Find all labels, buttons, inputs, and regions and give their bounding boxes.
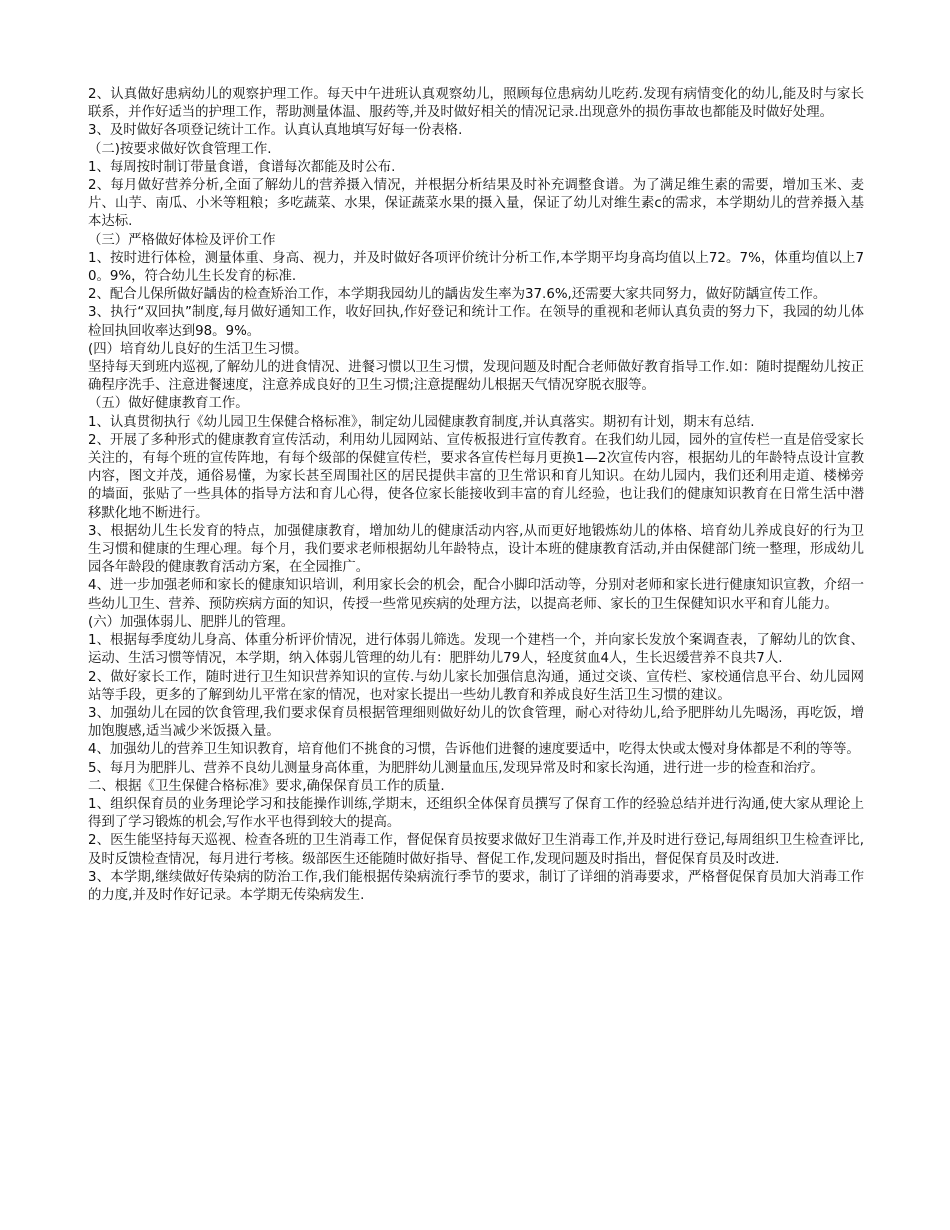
paragraph: 3、执行“双回执”制度,每月做好通知工作，收好回执,作好登记和统计工作。在领导的重视和老师认真负责的努力下，我园的幼儿体检回执回收率达到98。9%。 (88, 305, 864, 339)
paragraph: 3、本学期,继续做好传染病的防治工作,我们能根据传染病流行季节的要求，制订了详细的消毒要求，严格督促保育员加大消毒工作的力度,并及时作好记录。本学期无传染病发生. (88, 869, 864, 903)
section-heading: (六）加强体弱儿、肥胖儿的管理。 (88, 614, 295, 630)
paragraph: 2、认真做好患病幼儿的观察护理工作。每天中午进班认真观察幼儿，照顾每位患病幼儿吃药.发现有病情变化的幼儿,能及时与家长联系，并作好适当的护理工作，帮助测量体温、服药等,并及时做好相关的情况记录.出现意外的损伤事故也都能及时做好处理。 (88, 87, 864, 121)
paragraph: 3、及时做好各项登记统计工作。认真认真地填写好每一份表格. (88, 123, 463, 139)
section-heading: （二)按要求做好饮食管理工作. (88, 141, 272, 157)
section-heading: （五）做好健康教育工作。 (88, 396, 249, 412)
section-heading: (四）培育幼儿良好的生活卫生习惯。 (88, 341, 308, 357)
paragraph: 2、医生能坚持每天巡视、检查各班的卫生消毒工作，督促保育员按要求做好卫生消毒工作,并及时进行登记,每周组织卫生检查评比,及时反馈检查情况，每月进行考核。级部医生还能随时做好指导、督促工作,发现问题及时指出，督促保育员及时改进. (88, 833, 864, 867)
document-body (88, 86, 864, 905)
paragraph: 5、每月为肥胖儿、营养不良幼儿测量身高体重，为肥胖幼儿测量血压,发现异常及时和家长沟通，进行进一步的检查和治疗。 (88, 760, 824, 776)
paragraph: 3、根据幼儿生长发育的特点，加强健康教育，增加幼儿的健康活动内容,从而更好地锻炼幼儿的体格、培育幼儿养成良好的行为卫生习惯和健康的生理心理。每个月，我们要求老师根据幼儿年龄特点，设计本班的健康教育活动,并由保健部门统一整理，形成幼儿园各年龄段的健康教育活动方案，在全园推广。 (88, 523, 864, 576)
paragraph: 坚持每天到班内巡视,了解幼儿的进食情况、进餐习惯以卫生习惯，发现问题及时配合老师做好教育指导工作.如：随时提醒幼儿按正确程序洗手、注意进餐速度，注意养成良好的卫生习惯;注意提醒幼儿根据天气情况穿脱衣服等。 (88, 360, 864, 394)
paragraph: 1、每周按时制订带量食谱，食谱每次都能及时公布. (88, 159, 396, 175)
paragraph: 1、按时进行体检，测量体重、身高、视力，并及时做好各项评价统计分析工作,本学期平均身高均值以上72。7%，体重均值以上70。9%，符合幼儿生长发育的标准. (88, 250, 864, 285)
paragraph: 1、根据每季度幼儿身高、体重分析评价情况，进行体弱儿筛选。发现一个建档一个，并向家长发放个案调查表，了解幼儿的饮食、运动、生活习惯等情况，本学期，纳入体弱儿管理的幼儿有：肥胖幼儿79人，轻度贫血4人，生长迟缓营养不良共7人. (88, 633, 864, 667)
paragraph: 3、加强幼儿在园的饮食管理,我们要求保育员根据管理细则做好幼儿的饮食管理，耐心对待幼儿,给予肥胖幼儿先喝汤，再吃饭，增加饱腹感,适当减少米饭摄入量。 (88, 705, 864, 740)
paragraph: 2、开展了多种形式的健康教育宣传活动，利用幼儿园网站、宣传板报进行宣传教育。在我们幼儿园，园外的宣传栏一直是倍受家长关注的，有每个班的宣传阵地，有每个级部的保健宣传栏，要求各宣传栏每月更换1—2次宣传内容，根据幼儿的年龄特点设计宣教内容，图文并茂，通俗易懂，为家长甚至周围社区的居民提供丰富的卫生常识和育儿知识。在幼儿园内，我们还利用走道、楼梯旁的墙面，张贴了一些具体的指导方法和育儿心得，使各位家长能接收到丰富的育儿经验，也让我们的健康知识教育在日常生活中潜移默化地不断进行。 (88, 432, 864, 521)
section-heading: 二、根据《卫生保健合格标准》要求,确保保育员工作的质量. (88, 778, 445, 794)
paragraph: 2、每月做好营养分析,全面了解幼儿的营养摄入情况，并根据分析结果及时补充调整食谱。为了满足维生素的需要，增加玉米、麦片、山芋、南瓜、小米等粗粮；多吃蔬菜、水果，保证蔬菜水果的摄入量，保证了幼儿对维生素c的需求，本学期幼儿的营养摄入基本达标. (88, 178, 864, 230)
section-heading: （三）严格做好体检及评价工作 (88, 232, 276, 248)
paragraph: 2、做好家长工作，随时进行卫生知识营养知识的宣传.与幼儿家长加强信息沟通，通过交谈、宣传栏、家校通信息平台、幼儿园网站等手段，更多的了解到幼儿平常在家的情况，也对家长提出一些幼儿教育和养成良好生活卫生习惯的建议。 (88, 669, 864, 703)
paragraph: 1、认真贯彻执行《幼儿园卫生保健合格标准》，制定幼儿园健康教育制度,并认真落实。期初有计划，期末有总结. (88, 414, 755, 430)
paragraph: 2、配合儿保所做好龋齿的检查矫治工作，本学期我园幼儿的龋齿发生率为37.6%,还需要大家共同努力，做好防龋宣传工作。 (88, 287, 827, 303)
paragraph: 4、加强幼儿的营养卫生知识教育，培育他们不挑食的习惯，告诉他们进餐的速度要适中，吃得太快或太慢对身体都是不利的等等。 (88, 742, 860, 758)
paragraph: 1、组织保育员的业务理论学习和技能操作训练,学期末，还组织全体保育员撰写了保育工作的经验总结并进行沟通,使大家从理论上得到了学习锻炼的机会,写作水平也得到较大的提高。 (88, 796, 864, 831)
paragraph: 4、进一步加强老师和家长的健康知识培训，利用家长会的机会，配合小脚印活动等，分别对老师和家长进行健康知识宣教，介绍一些幼儿卫生、营养、预防疾病方面的知识，传授一些常见疾病的处理方法，以提高老师、家长的卫生保健知识水平和育儿能力。 (88, 578, 864, 612)
